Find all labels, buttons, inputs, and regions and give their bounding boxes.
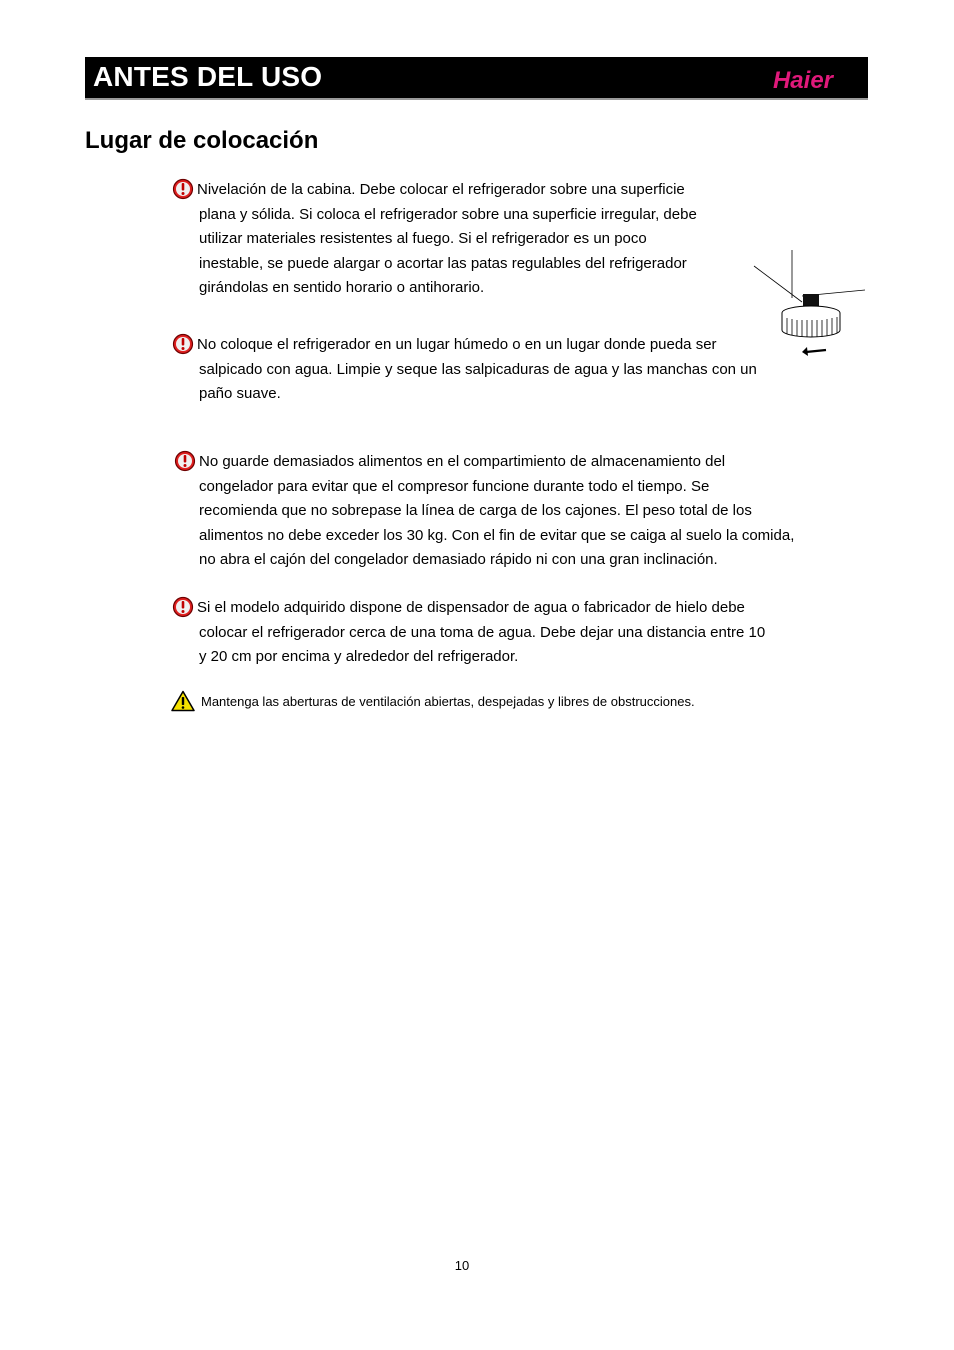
item-text-line: No coloque el refrigerador en un lugar húmedo o en un lugar donde pueda ser bbox=[197, 336, 717, 353]
instruction-item-freezer-load bbox=[174, 450, 794, 573]
adjustable-foot-diagram bbox=[752, 246, 870, 360]
item-text-line: recomienda que no sobrepase la línea de carga de los cajones. El peso total de los bbox=[199, 502, 752, 519]
item-text-line: salpicado con agua. Limpie y seque las salpicaduras de agua y las manchas con un bbox=[199, 360, 757, 378]
page-header-title: ANTES DEL USO bbox=[93, 61, 323, 92]
item-text-line: Nivelación de la cabina. Debe colocar el refrigerador sobre una superficie bbox=[197, 181, 685, 198]
instruction-item-humidity bbox=[172, 333, 757, 407]
item-text-line: colocar el refrigerador cerca de una toma de agua. Debe dejar una distancia entre 10 bbox=[199, 623, 766, 641]
instruction-item-leveling bbox=[172, 178, 697, 301]
haier-logo bbox=[765, 67, 841, 93]
item-text-line: alimentos no debe exceder los 30 kg. Con el fin de evitar que se caiga al suelo la comida, bbox=[199, 526, 795, 544]
item-text-line: No guarde demasiados alimentos en el compartimiento de almacenamiento del bbox=[199, 453, 726, 470]
header-bar bbox=[85, 57, 868, 100]
item-text-line: congelador para evitar que el compresor funcione durante todo el tiempo. Se bbox=[199, 477, 710, 495]
item-text-line: girándolas en sentido horario o antihorario. bbox=[199, 279, 485, 296]
section-title: Lugar de colocación bbox=[85, 127, 319, 154]
caution-circle-icon bbox=[172, 178, 194, 200]
item-text-line: no abra el cajón del congelador demasiado rápido ni con una gran inclinación. bbox=[199, 551, 718, 568]
item-text-line: Mantenga las aberturas de ventilación abiertas, despejadas y libres de obstrucciones. bbox=[201, 694, 695, 709]
item-text-line: y 20 cm por encima y alrededor del refrigerador. bbox=[199, 648, 519, 665]
item-text-line: Si el modelo adquirido dispone de dispensador de agua o fabricador de hielo debe bbox=[197, 599, 745, 616]
item-text-line: utilizar materiales resistentes al fuego. Si el refrigerador es un poco bbox=[199, 230, 647, 247]
page-number: 10 bbox=[454, 1258, 470, 1273]
caution-circle-icon bbox=[172, 596, 194, 618]
svg-text:Haier: Haier bbox=[772, 67, 834, 93]
instruction-item-water-supply bbox=[172, 596, 765, 670]
warning-triangle-icon bbox=[171, 690, 195, 712]
item-text-line: plana y sólida. Si coloca el refrigerador sobre una superficie irregular, debe bbox=[199, 205, 697, 223]
item-text-line: inestable, se puede alargar o acortar las patas regulables del refrigerador bbox=[199, 254, 687, 272]
caution-circle-icon bbox=[174, 450, 196, 472]
instruction-item-ventilation bbox=[171, 690, 695, 715]
item-text-line: paño suave. bbox=[199, 385, 281, 402]
caution-circle-icon bbox=[172, 333, 194, 355]
